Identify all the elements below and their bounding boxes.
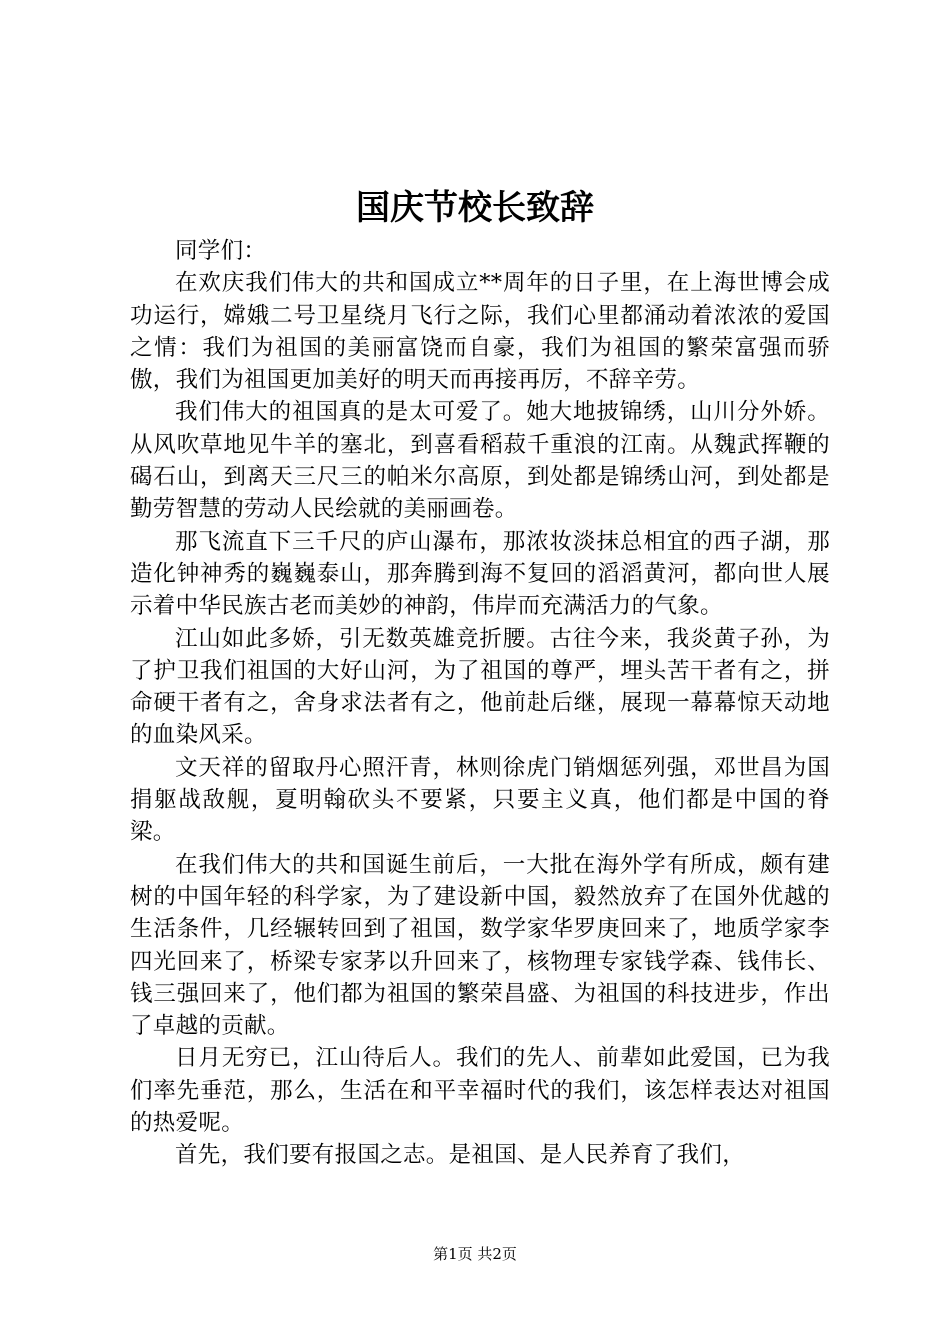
paragraph: 那飞流直下三千尺的庐山瀑布，那浓妆淡抹总相宜的西子湖，那造化钟神秀的巍巍泰山，那奔腾到海不复回的滔滔黄河，都向世人展示着中华民族古老而美妙的神韵，伟岸而充满活力的气象。 [130, 528, 830, 620]
page-footer: 第1页 共2页 [433, 1245, 517, 1263]
paragraph: 江山如此多娇，引无数英雄竞折腰。古往今来，我炎黄子孙，为了护卫我们祖国的大好山河，为了祖国的尊严，埋头苦干者有之，拼命硬干者有之，舍身求法者有之，他前赴后继，展现一幕幕惊天动地的血染风采。 [130, 625, 830, 749]
document-body [130, 235, 830, 1172]
paragraph: 首先，我们要有报国之志。是祖国、是人民养育了我们， [175, 1142, 746, 1169]
paragraph: 在欢庆我们伟大的共和国成立**周年的日子里，在上海世博会成功运行，嫦娥二号卫星绕月飞行之际，我们心里都涌动着浓浓的爱国之情：我们为祖国的美丽富饶而自豪，我们为祖国的繁荣富强而骄傲，我们为祖国更加美好的明天而再接再厉，不辞辛劳。 [130, 270, 830, 394]
paragraph: 日月无穷已，江山待后人。我们的先人、前辈如此爱国，已为我们率先垂范，那么，生活在和平幸福时代的我们，该怎样表达对祖国的热爱呢。 [130, 1045, 830, 1137]
salutation: 同学们： [175, 238, 267, 264]
document-title: 国庆节校长致辞 [356, 188, 594, 228]
paragraph: 我们伟大的祖国真的是太可爱了。她大地披锦绣，山川分外娇。从风吹草地见牛羊的塞北，到喜看稻菽千重浪的江南。从魏武挥鞭的碣石山，到离天三尺三的帕米尔高原，到处都是锦绣山河，到处都是勤劳智慧的劳动人民绘就的美丽画卷。 [130, 399, 830, 523]
paragraph: 在我们伟大的共和国诞生前后，一大批在海外学有所成，颇有建树的中国年轻的科学家，为了建设新中国，毅然放弃了在国外优越的生活条件，几经辗转回到了祖国，数学家华罗庚回来了，地质学家李四光回来了，桥梁专家茅以升回来了，核物理专家钱学森、钱伟长、钱三强回来了，他们都为祖国的繁荣昌盛、为祖国的科技进步，作出了卓越的贡献。 [130, 851, 830, 1040]
paragraph: 文天祥的留取丹心照汗青，林则徐虎门销烟惩列强，邓世昌为国捐躯战敌舰，夏明翰砍头不要紧，只要主义真，他们都是中国的脊梁。 [130, 754, 830, 846]
